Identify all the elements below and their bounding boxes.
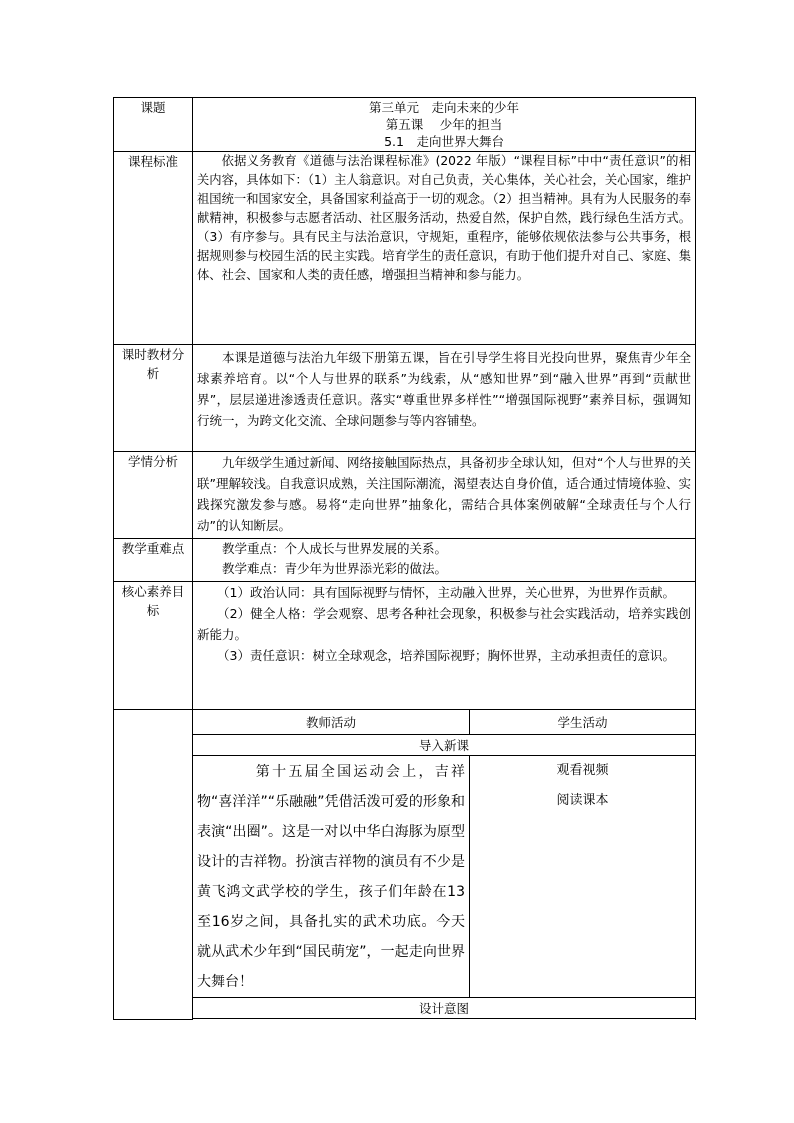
teacher-activity-header: 教师活动 bbox=[193, 710, 470, 735]
competency-item-2: （2）健全人格：学会观察、思考各种社会现象，积极参与社会实践活动，培养实践创新能力。 bbox=[197, 606, 692, 642]
topic-label: 课题 bbox=[114, 98, 193, 152]
students-row bbox=[114, 452, 696, 539]
design-intent-content bbox=[193, 1019, 696, 1020]
students-text: 九年级学生通过新闻、网络接触国际热点，具备初步全球认知，但对“个人与世界的关联”理解较浅。自我意识成熟，关注国际潮流，渴望表达自身价值，适合通过情境体验、实践探究激发参与感。易将“走向世界”抽象化，需结合具体案例破解“全球责任与个人行动”的认知断层。 bbox=[193, 452, 696, 539]
student-activity-2: 阅读课本 bbox=[556, 793, 609, 808]
competency-cell bbox=[193, 582, 696, 710]
lesson-title: 第五课 少年的担当 bbox=[385, 117, 503, 132]
design-intent-content-row bbox=[114, 1019, 696, 1020]
phase-title: 导入新课 bbox=[193, 735, 696, 756]
competency-item-1: （1）政治认同：具有国际视野与情怀，主动融入世界，关心世界，为世界作贡献。 bbox=[217, 585, 675, 600]
competency-label: 核心素养目标 bbox=[114, 582, 193, 710]
standard-row bbox=[114, 152, 696, 345]
teacher-activity-text: 第十五届全国运动会上，吉祥物“喜洋洋”“乐融融”凭借活泼可爱的形象和表演“出圈”。这是一对以中华白海豚为原型设计的吉祥物。扮演吉祥物的演员有不少是黄飞鸿文武学校的学生，孩子们年龄在13至16岁之间，具备扎实的武术功底。今天就从武术少年到“国民萌宠”，一起走向世界大舞台！ bbox=[193, 756, 470, 998]
competency-item-3: （3）责任意识：树立全球观念，培养国际视野；胸怀世界，主动承担责任的意识。 bbox=[217, 648, 675, 663]
design-intent-title: 设计意图 bbox=[193, 998, 696, 1019]
design-intent-row bbox=[114, 998, 696, 1019]
activity-header-row bbox=[114, 710, 696, 735]
intro-row bbox=[114, 756, 696, 998]
student-activity-1: 观看视频 bbox=[556, 763, 609, 778]
textbook-text: 本课是道德与法治九年级下册第五课，旨在引导学生将目光投向世界，聚焦青少年全球素养培育。以“个人与世界的联系”为线索，从“感知世界”到“融入世界”再到“贡献世界”，层层递进渗透责任意识。落实“尊重世界多样性”“增强国际视野”素养目标，强调知行统一，为跨文化交流、全球问题参与等内容铺垫。 bbox=[193, 345, 696, 452]
process-blank-cell bbox=[114, 710, 193, 1020]
topic-row bbox=[114, 98, 696, 152]
unit-title: 第三单元 走向未来的少年 bbox=[369, 100, 520, 115]
textbook-label: 课时教材分析 bbox=[114, 345, 193, 452]
competency-row bbox=[114, 582, 696, 710]
section-title: 5.1 走向世界大舞台 bbox=[384, 134, 504, 149]
students-label: 学情分析 bbox=[114, 452, 193, 539]
lesson-plan-table bbox=[113, 97, 696, 1020]
topic-cell bbox=[193, 98, 696, 152]
textbook-row bbox=[114, 345, 696, 452]
standard-label: 课程标准 bbox=[114, 152, 193, 345]
student-activity-cell bbox=[470, 756, 696, 998]
standard-text: 依据义务教育《道德与法治课程标准》(2022 年版）“课程目标”中中“责任意识”的相关内容，具体如下：（1）主人翁意识。对自己负责，关心集体，关心社会，关心国家，维护祖国统一和国家安全，具备国家利益高于一切的观念。（2）担当精神。具有为人民服务的奉献精神，积极参与志愿者活动、社区服务活动，热爱自然，保护自然，践行绿色生活方式。（3）有序参与。具有民主与法治意识，守规矩，重程序，能够依规依法参与公共事务，根据规则参与校园生活的民主实践。培育学生的责任意识，有助于他们提升对自己、家庭、集体、社会、国家和人类的责任感，增强担当精神和参与能力。 bbox=[193, 152, 696, 345]
phase-row bbox=[114, 735, 696, 756]
student-activity-header: 学生活动 bbox=[470, 710, 696, 735]
keypoints-cell bbox=[193, 539, 696, 582]
keypoints-label: 教学重难点 bbox=[114, 539, 193, 582]
teaching-focus: 教学重点：个人成长与世界发展的关系。 bbox=[222, 541, 448, 556]
teaching-difficulty: 教学难点：青少年为世界添光彩的做法。 bbox=[222, 561, 448, 576]
keypoints-row bbox=[114, 539, 696, 582]
